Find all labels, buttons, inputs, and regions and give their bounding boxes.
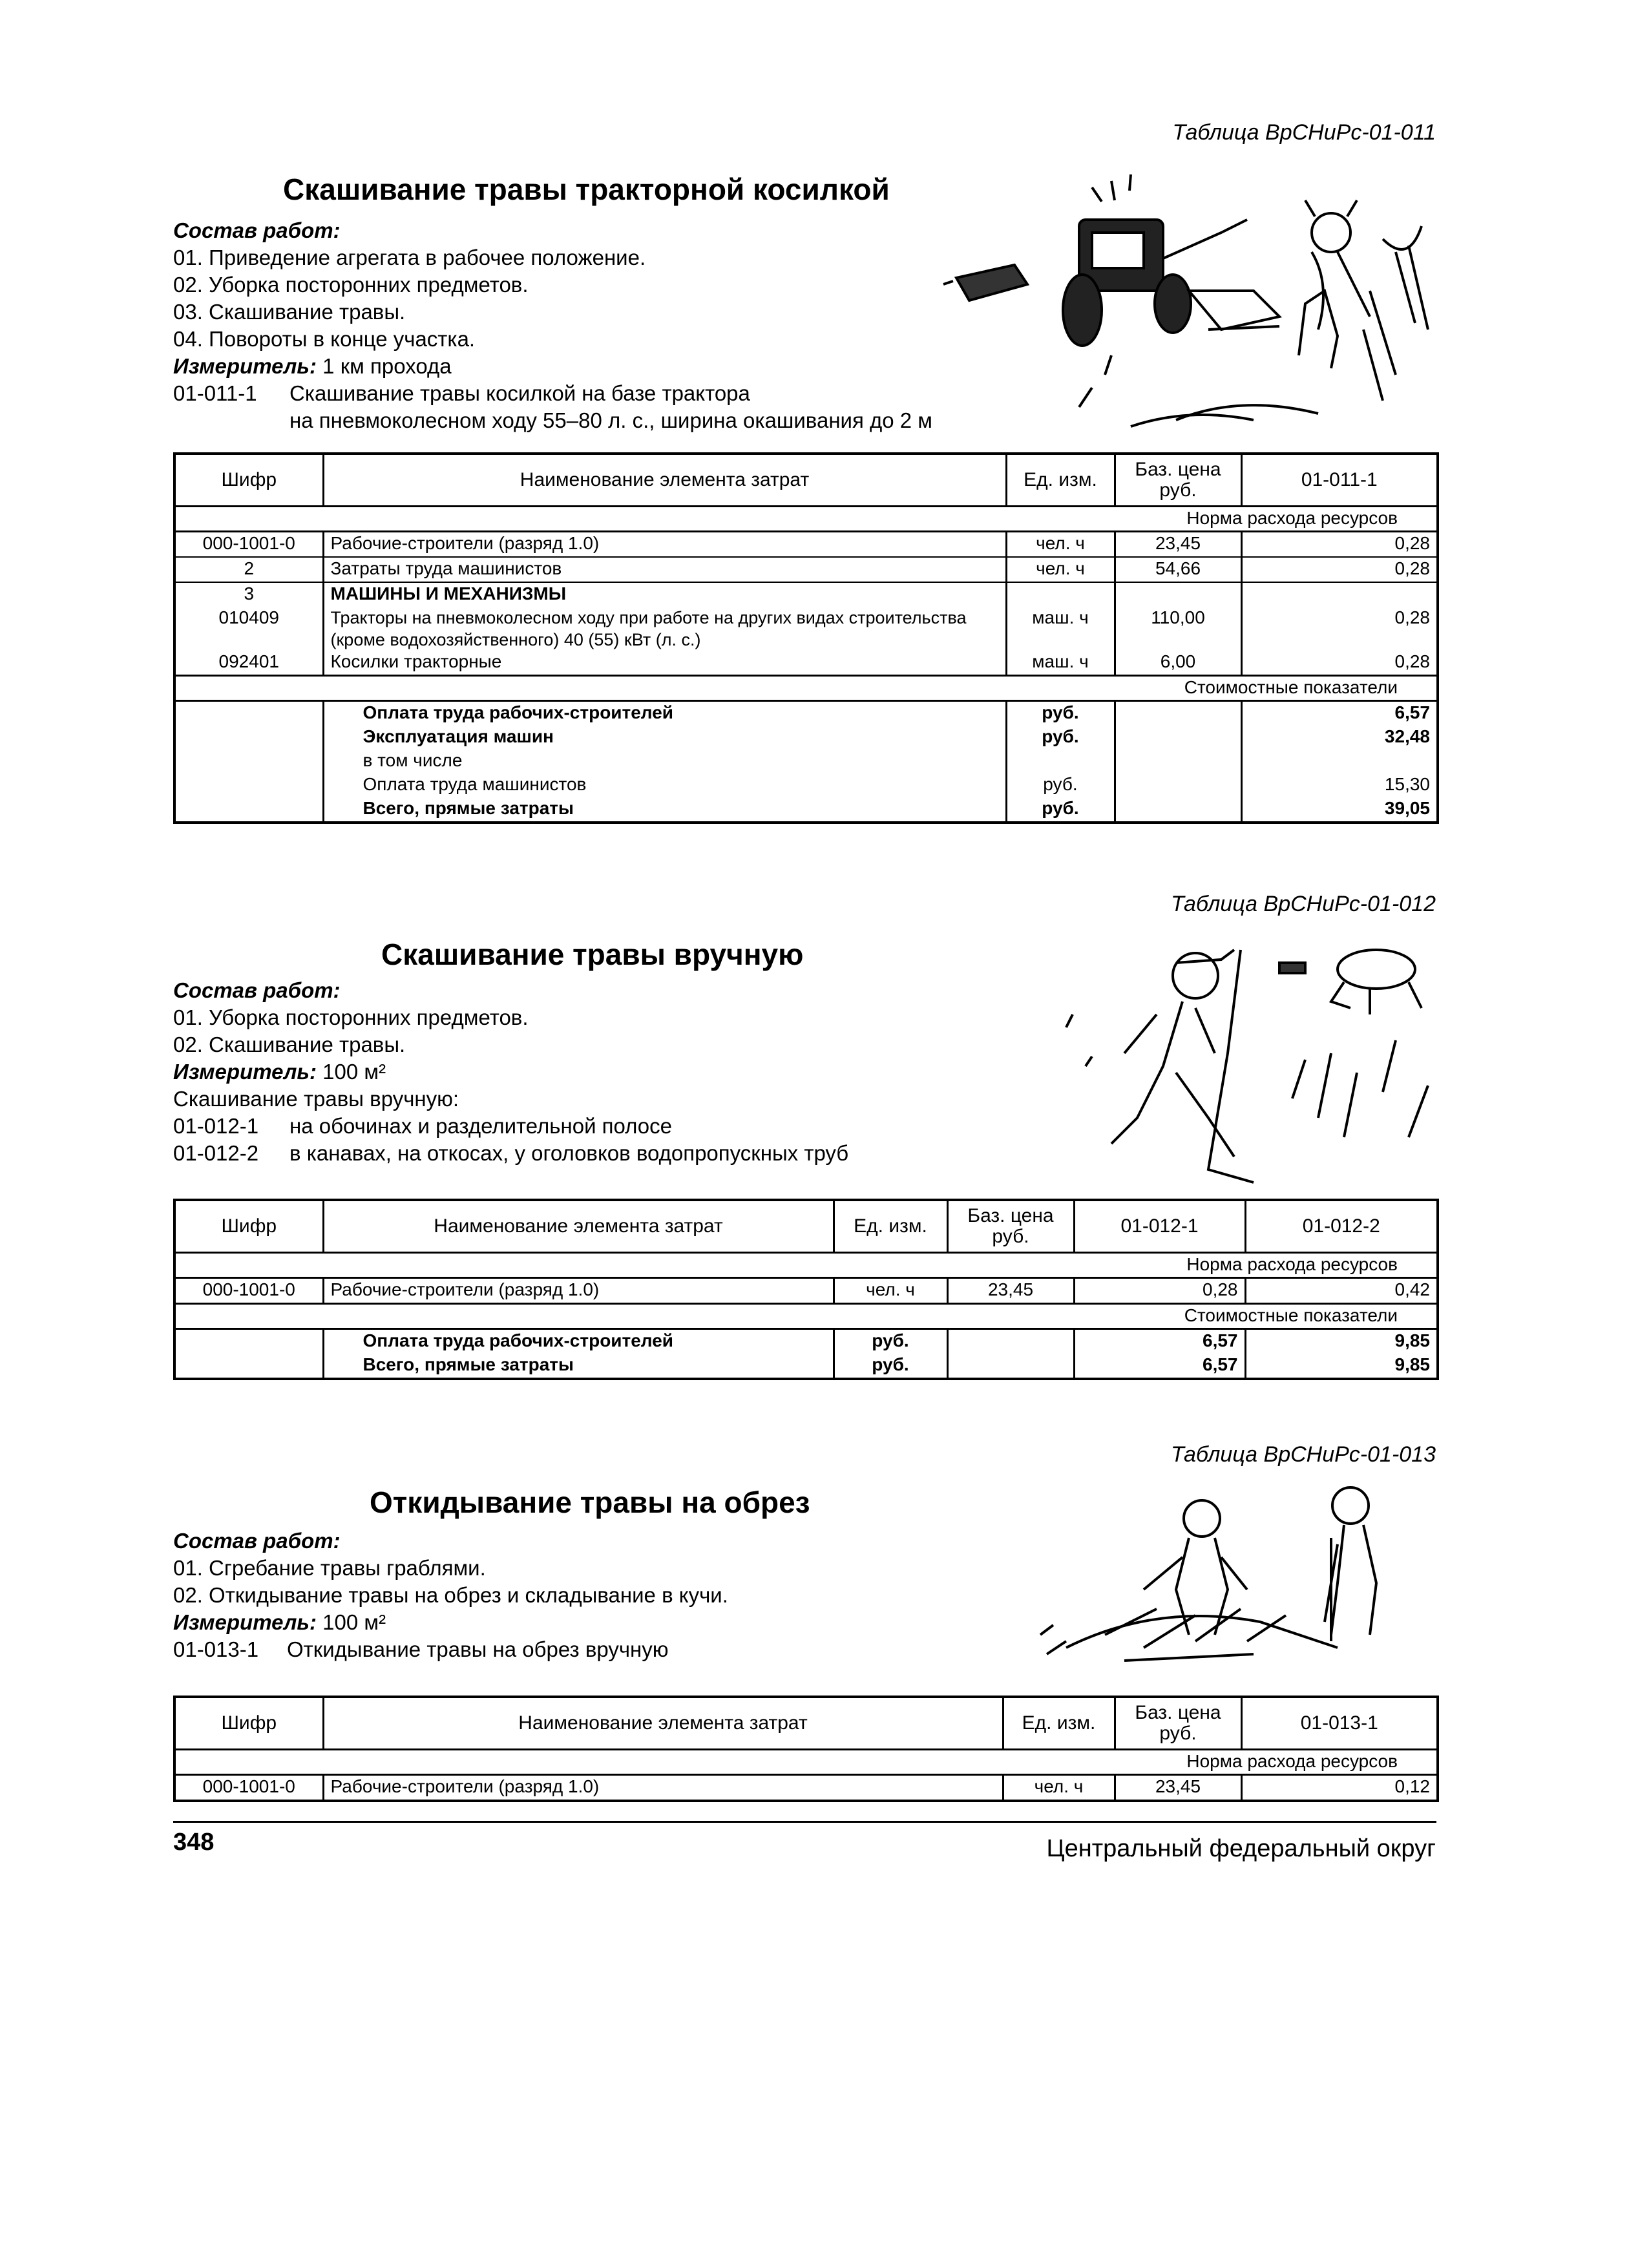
works-label: Состав работ:: [173, 218, 341, 242]
item-code: 01-012-1: [173, 1114, 259, 1138]
cost-row: Всего, прямые затраты руб. 39,05: [174, 797, 1438, 823]
col-header-name: Наименование элемента затрат: [323, 454, 1006, 507]
page-number: 348: [173, 1829, 215, 1856]
col-header-code: Шифр: [174, 1697, 323, 1750]
band-norms: Норма расхода ресурсов: [1074, 1253, 1438, 1278]
band-costs: Стоимостные показатели: [1115, 676, 1438, 701]
footer-region: Центральный федеральный округ: [1046, 1835, 1436, 1862]
section-body-011: [173, 217, 932, 434]
meter-label: Измеритель:: [173, 1610, 317, 1634]
table-caption-013: Таблица ВрСНиРс-01-013: [1170, 1442, 1436, 1467]
section-title-012: Скашивание травы вручную: [381, 938, 804, 971]
col-header-unit: Ед. изм.: [1006, 454, 1115, 507]
resource-table-011: [173, 452, 1439, 824]
band-norms: Норма расхода ресурсов: [1115, 1750, 1438, 1775]
col-header-01-013-1: 01-013-1: [1241, 1697, 1438, 1750]
table-row: 3 МАШИНЫ И МЕХАНИЗМЫ: [174, 582, 1438, 607]
col-header-01-011-1: 01-011-1: [1241, 454, 1438, 507]
footer-rule: [173, 1821, 1436, 1823]
work-item: 03. Скашивание травы.: [173, 300, 406, 324]
col-header-price: Баз. цена руб.: [947, 1200, 1074, 1253]
table-row: 010409 Тракторы на пневмоколесном ходу при работе на других видах строительства (кроме водохозяйственного) 40 (55) кВт (л. с.) маш. ч 110,00 0,28: [174, 607, 1438, 651]
work-item: 02. Откидывание травы на обрез и складывание в кучи.: [173, 1583, 728, 1607]
work-item: 02. Уборка посторонних предметов.: [173, 273, 529, 297]
col-header-01-012-1: 01-012-1: [1074, 1200, 1245, 1253]
item-text: Скашивание травы косилкой на базе трактора: [289, 381, 750, 405]
table-caption-011: Таблица ВрСНиРс-01-011: [1172, 120, 1436, 145]
table-row: 092401 Косилки тракторные маш. ч 6,00 0,28: [174, 651, 1438, 676]
work-item: 02. Скашивание травы.: [173, 1033, 406, 1056]
col-header-unit: Ед. изм.: [834, 1200, 947, 1253]
meter-label: Измеритель:: [173, 1060, 317, 1084]
meter-value: 1 км прохода: [317, 354, 452, 378]
cost-row: в том числе: [174, 750, 1438, 773]
cost-row: Оплата труда машинистов руб. 15,30: [174, 773, 1438, 797]
raking-workers-illustration: [1027, 1480, 1428, 1686]
col-header-price: Баз. цена руб.: [1115, 1697, 1241, 1750]
col-header-name: Наименование элемента затрат: [323, 1200, 834, 1253]
item-code: 01-011-1: [173, 381, 257, 405]
table-row: 000-1001-0 Рабочие-строители (разряд 1.0) чел. ч 23,45 0,28 0,42: [174, 1278, 1438, 1304]
item-code: 01-013-1: [173, 1637, 259, 1661]
cost-row: Оплата труда рабочих-строителей руб. 6,57: [174, 701, 1438, 726]
section-body-013: [173, 1528, 728, 1663]
cost-row: Эксплуатация машин руб. 32,48: [174, 726, 1438, 750]
meter-value: 100 м²: [317, 1610, 386, 1634]
col-header-01-012-2: 01-012-2: [1245, 1200, 1438, 1253]
item-text-cont: на пневмоколесном ходу 55–80 л. с., ширина окашивания до 2 м: [289, 408, 932, 432]
cost-row: Всего, прямые затраты руб. 6,57 9,85: [174, 1354, 1438, 1379]
table-caption-012: Таблица ВрСНиРс-01-012: [1170, 892, 1436, 916]
col-header-price: Баз. цена руб.: [1115, 454, 1241, 507]
intro-text: Скашивание травы вручную:: [173, 1087, 459, 1111]
work-item: 01. Сгребание травы граблями.: [173, 1556, 486, 1580]
item-text: в канавах, на откосах, у оголовков водопропускных труб: [289, 1141, 849, 1165]
section-title-013: Откидывание травы на обрез: [370, 1486, 810, 1519]
col-header-code: Шифр: [174, 454, 323, 507]
section-title-011: Скашивание травы тракторной косилкой: [283, 173, 890, 206]
work-item: 04. Повороты в конце участка.: [173, 327, 476, 351]
item-text: Откидывание травы на обрез вручную: [287, 1637, 669, 1661]
works-label: Состав работ:: [173, 978, 341, 1002]
section-body-012: [173, 977, 848, 1167]
col-header-name: Наименование элемента затрат: [323, 1697, 1003, 1750]
work-item: 01. Приведение агрегата в рабочее положение.: [173, 246, 646, 269]
work-item: 01. Уборка посторонних предметов.: [173, 1005, 529, 1029]
cost-row: Оплата труда рабочих-строителей руб. 6,57 9,85: [174, 1329, 1438, 1354]
tractor-mower-illustration: [918, 162, 1434, 433]
item-text: на обочинах и разделительной полосе: [289, 1114, 673, 1138]
resource-table-012: [173, 1199, 1439, 1380]
item-code: 01-012-2: [173, 1141, 259, 1165]
resource-table-013: [173, 1696, 1439, 1802]
table-row: 000-1001-0 Рабочие-строители (разряд 1.0) чел. ч 23,45 0,12: [174, 1775, 1438, 1801]
band-costs: Стоимостные показатели: [1074, 1304, 1438, 1329]
table-row: 000-1001-0 Рабочие-строители (разряд 1.0) чел. ч 23,45 0,28: [174, 532, 1438, 558]
band-norms: Норма расхода ресурсов: [1115, 507, 1438, 532]
col-header-unit: Ед. изм.: [1003, 1697, 1115, 1750]
scythe-mower-illustration: [1047, 924, 1434, 1189]
works-label: Состав работ:: [173, 1529, 341, 1553]
table-row: 2 Затраты труда машинистов чел. ч 54,66 0,28: [174, 557, 1438, 582]
meter-label: Измеритель:: [173, 354, 317, 378]
col-header-code: Шифр: [174, 1200, 323, 1253]
meter-value: 100 м²: [317, 1060, 386, 1084]
